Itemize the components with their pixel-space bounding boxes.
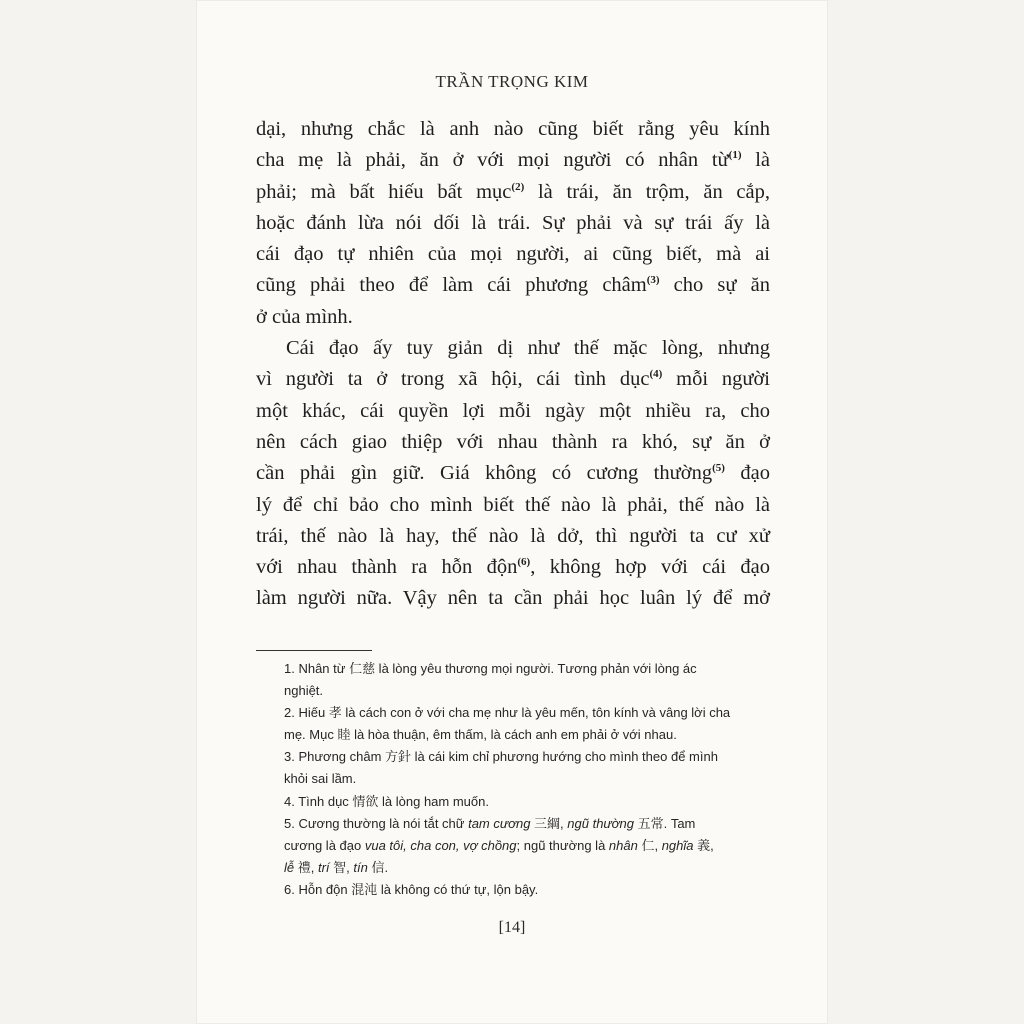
paragraph-2 [256, 333, 770, 615]
text-run: 禮, [294, 859, 318, 875]
text-run: cần phải gìn giữ. Giá không có cương thường [256, 462, 713, 485]
text-run: cha mẹ là phải, ăn ở với mọi người có nhân từ [256, 149, 729, 172]
text-line [256, 458, 770, 489]
footnote-line [284, 857, 772, 879]
text-run: là [741, 149, 770, 172]
text-run: là trái, ăn trộm, ăn cắp, [524, 180, 770, 203]
text-run: 信. [367, 859, 389, 875]
footnote-line: 4. Tình dục 情欲 là lòng ham muốn. [284, 793, 489, 809]
text-run: , không hợp với cái đạo [530, 556, 770, 579]
text-line: dại, nhưng chắc là anh nào cũng biết rằng yêu kính [256, 118, 770, 140]
footnote-line [284, 813, 772, 835]
text-line: trái, thế nào là hay, thế nào là dở, thì người ta cư xử [256, 524, 770, 547]
running-head: TRẦN TRỌNG KIM [435, 72, 589, 91]
footnote-line: mẹ. Mục 睦 là hòa thuận, êm thấm, là cách anh em phải ở với nhau. [284, 727, 677, 743]
footnote-6 [284, 879, 772, 901]
text-line [256, 364, 770, 395]
text-run-italic: ngũ thường [567, 815, 634, 831]
text-line [256, 552, 770, 583]
text-run-italic: vua tôi, cha con, vợ chồng [364, 837, 517, 853]
text-run: vì người ta ở trong xã hội, cái tình dục [256, 368, 650, 391]
text-line [256, 177, 770, 208]
text-run: cũng phải theo để làm cái phương châm [256, 274, 647, 297]
text-run: đạo [724, 462, 770, 485]
footnote-3 [284, 746, 772, 790]
footnote-ref: (4) [649, 368, 663, 381]
footnote-ref: (3) [646, 274, 660, 287]
footnote-line: nghiệt. [284, 683, 324, 699]
text-run: 智, [329, 859, 354, 875]
text-line: Cái đạo ấy tuy giản dị như thế mặc lòng, nhưng [286, 337, 770, 360]
footnotes [284, 658, 772, 901]
footnote-4 [284, 791, 772, 813]
footnote-line: khỏi sai lầm. [284, 771, 357, 787]
text-line: nên cách giao thiệp với nhau thành ra khó, sự ăn ở [256, 430, 770, 453]
paragraph-1 [256, 114, 770, 333]
text-run: 5. Cương thường là nói tắt chữ [284, 815, 469, 831]
text-run-italic: lễ [284, 859, 295, 875]
footnote-2 [284, 702, 772, 746]
text-line: hoặc đánh lừa nói dối là trái. Sự phải và sự trái ấy là [256, 211, 770, 234]
footnote-line: 3. Phương châm 方針 là cái kim chỉ phương hướng cho mình theo để mình [284, 749, 718, 765]
body-text [256, 114, 770, 615]
footnote-5 [284, 813, 772, 879]
text-run: 仁, [637, 837, 662, 853]
text-run: phải; mà bất hiếu bất mục [256, 180, 512, 203]
text-run: 五常. Tam [633, 815, 696, 831]
text-line: làm người nữa. Vậy nên ta cần phải học luân lý để mở [256, 587, 770, 610]
text-run-italic: trí [317, 859, 330, 875]
footnote-ref: (2) [511, 180, 525, 193]
text-run: cương là đạo [284, 837, 365, 853]
text-run: mỗi người [662, 368, 770, 391]
text-line: một khác, cái quyền lợi mỗi ngày một nhiều ra, cho [256, 399, 770, 422]
text-run: ; ngũ thường là [516, 837, 609, 853]
footnote-ref: (1) [728, 149, 742, 162]
text-run-italic: nghĩa [661, 837, 694, 853]
text-line [256, 145, 770, 176]
text-run: 義, [693, 837, 714, 853]
text-run: với nhau thành ra hỗn độn [256, 556, 518, 579]
footnote-ref: (5) [712, 462, 725, 475]
text-run-italic: tín [353, 859, 368, 875]
footnote-ref: (6) [517, 556, 531, 569]
page-number: [14] [498, 919, 526, 936]
text-line: ở của mình. [256, 305, 353, 328]
footnote-line: 6. Hỗn độn 混沌 là không có thứ tự, lộn bậy. [284, 881, 539, 897]
footnote-line [284, 835, 772, 857]
text-line: cái đạo tự nhiên của mọi người, ai cũng biết, mà ai [256, 243, 770, 266]
text-run-italic: tam cương [468, 815, 531, 831]
text-line [256, 270, 770, 301]
footnote-1 [284, 658, 772, 702]
footnote-divider [256, 650, 372, 651]
footnote-line: 2. Hiếu 孝 là cách con ở với cha mẹ như là yêu mến, tôn kính và vâng lời cha [284, 705, 731, 721]
footnote-line: 1. Nhân từ 仁慈 là lòng yêu thương mọi người. Tương phản với lòng ác [284, 661, 697, 676]
text-line: lý để chỉ bảo cho mình biết thế nào là phải, thế nào là [256, 493, 770, 516]
text-run: cho sự ăn [659, 274, 770, 297]
text-run: 三綱, [530, 815, 568, 831]
text-run-italic: nhân [608, 837, 638, 853]
